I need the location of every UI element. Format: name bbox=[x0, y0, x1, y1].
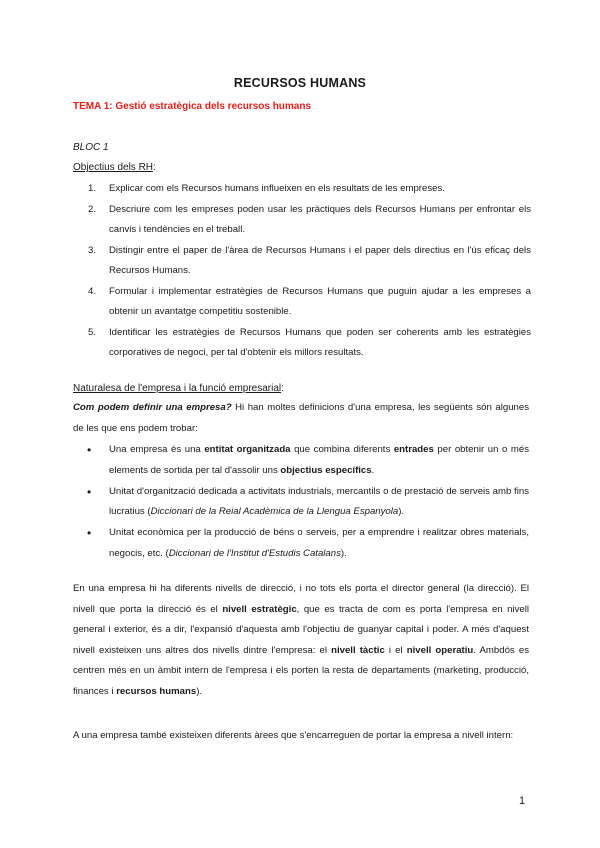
objective-item bbox=[73, 241, 531, 282]
text-run: per obtenir un o més elements de sortida per tal d'assolir uns bbox=[109, 444, 529, 476]
objectives-heading bbox=[73, 162, 156, 173]
definition-question: Com podem definir una empresa? bbox=[73, 402, 232, 413]
bold-term: entrades bbox=[393, 444, 434, 455]
management-levels-paragraph bbox=[73, 579, 529, 702]
bold-term: nivell operatiu bbox=[406, 644, 474, 656]
page-number: 1 bbox=[519, 795, 526, 807]
bold-term: recursos humans bbox=[116, 685, 197, 697]
objective-number: 3. bbox=[88, 244, 97, 256]
objective-item bbox=[73, 179, 531, 200]
text-run: Una empresa és una bbox=[109, 444, 205, 455]
document-title: RECURSOS HUMANS bbox=[233, 76, 367, 90]
objective-item bbox=[73, 282, 531, 323]
objective-text: Identificar les estratègies de Recursos Humans que poden ser coherents amb les estratègies corporatives de negoci, per tal d'obtenir els millors resultats. bbox=[109, 326, 531, 358]
objective-number: 2. bbox=[88, 203, 97, 215]
text-run: . bbox=[371, 464, 375, 476]
definition-intro-text: Hi han moltes definicions d'una empresa, les següents són algunes de les que ens podem trobar: bbox=[73, 402, 529, 434]
bullet-icon: • bbox=[87, 443, 92, 457]
objectives-list bbox=[73, 179, 531, 364]
objective-number: 1. bbox=[88, 183, 97, 194]
bold-term: objectius específics bbox=[280, 464, 372, 476]
source-citation: Diccionari de la Reial Acadèmica de la Llengua Espanyola bbox=[150, 506, 399, 517]
objectives-heading-colon: : bbox=[153, 162, 156, 173]
bullet-icon: • bbox=[87, 526, 92, 540]
text-run: ). bbox=[398, 506, 405, 517]
objective-text: Distingir entre el paper de l'àrea de Recursos Humans i el paper dels directius en l'ús eficaç dels Recursos Humans. bbox=[109, 244, 531, 276]
objectives-heading-text: Objectius dels RH bbox=[73, 162, 154, 173]
definitions-list bbox=[73, 440, 529, 565]
bold-term: nivell estratègic bbox=[222, 603, 297, 615]
bold-term: entitat organitzada bbox=[204, 444, 291, 455]
areas-paragraph: A una empresa també existeixen diferents àrees que s'encarreguen de portar la empresa a nivell intern: bbox=[73, 730, 514, 741]
objective-text: Formular i implementar estratègies de Recursos Humans que puguin ajudar a les empreses a obtenir un avantatge competitiu sostenible. bbox=[109, 285, 531, 317]
text-run: Unitat econòmica per la producció de béns o serveis, per a emprendre i realitzar obres materials, negocis, etc. ( bbox=[109, 527, 529, 559]
text-run: i el bbox=[384, 644, 407, 656]
text-run: En una empresa hi ha diferents nivells de direcció, i no tots els porta el director general (la direcció). El nivell que porta la direcció és el bbox=[73, 583, 529, 615]
text-run: . Ambdós es centren més en un àmbit intern de l'empresa i els porten la resta de departaments (marketing, producció, finances i bbox=[73, 644, 529, 697]
nature-heading-text: Naturalesa de l'empresa i la funció empresarial bbox=[73, 383, 282, 394]
topic-heading: TEMA 1: Gestió estratègica dels recursos humans bbox=[73, 101, 312, 112]
bold-term: nivell tàctic bbox=[331, 644, 385, 656]
text-run: , que es tracta de com es porta l'empresa en nivell general i exterior, és a dir, l'expansió d'aquesta amb l'objectiu de guanyar capital i poder. A més d'aquest nivell existeixen uns altres dos nivells dintre l'empresa: el bbox=[73, 603, 529, 656]
objective-text: Descriure com les empreses poden usar les pràctiques dels Recursos Humans per enfrontar els canvis i tendències en el treball. bbox=[109, 203, 531, 235]
objective-item bbox=[73, 323, 531, 364]
objective-number: 5. bbox=[88, 326, 97, 338]
objective-number: 4. bbox=[88, 285, 97, 297]
definition-item bbox=[73, 482, 529, 523]
objective-item bbox=[73, 200, 531, 241]
block-label: BLOC 1 bbox=[73, 142, 109, 153]
nature-heading bbox=[73, 383, 284, 394]
definition-item bbox=[73, 440, 529, 481]
nature-heading-colon: : bbox=[281, 383, 284, 394]
objective-text: Explicar com els Recursos humans influeixen en els resultats de les empreses. bbox=[109, 183, 445, 194]
definition-intro-paragraph bbox=[73, 398, 529, 439]
text-run: Unitat d'organització dedicada a activitats industrials, mercantils o de prestació de serveis amb fins lucratius ( bbox=[109, 485, 529, 517]
text-run: ). bbox=[196, 685, 203, 697]
bullet-icon: • bbox=[87, 484, 92, 499]
definition-item bbox=[73, 523, 529, 564]
text-run: que combina diferents bbox=[290, 444, 394, 455]
text-run: ). bbox=[340, 547, 347, 559]
source-citation: Diccionari de l'Institut d'Estudis Catalans bbox=[168, 547, 341, 559]
